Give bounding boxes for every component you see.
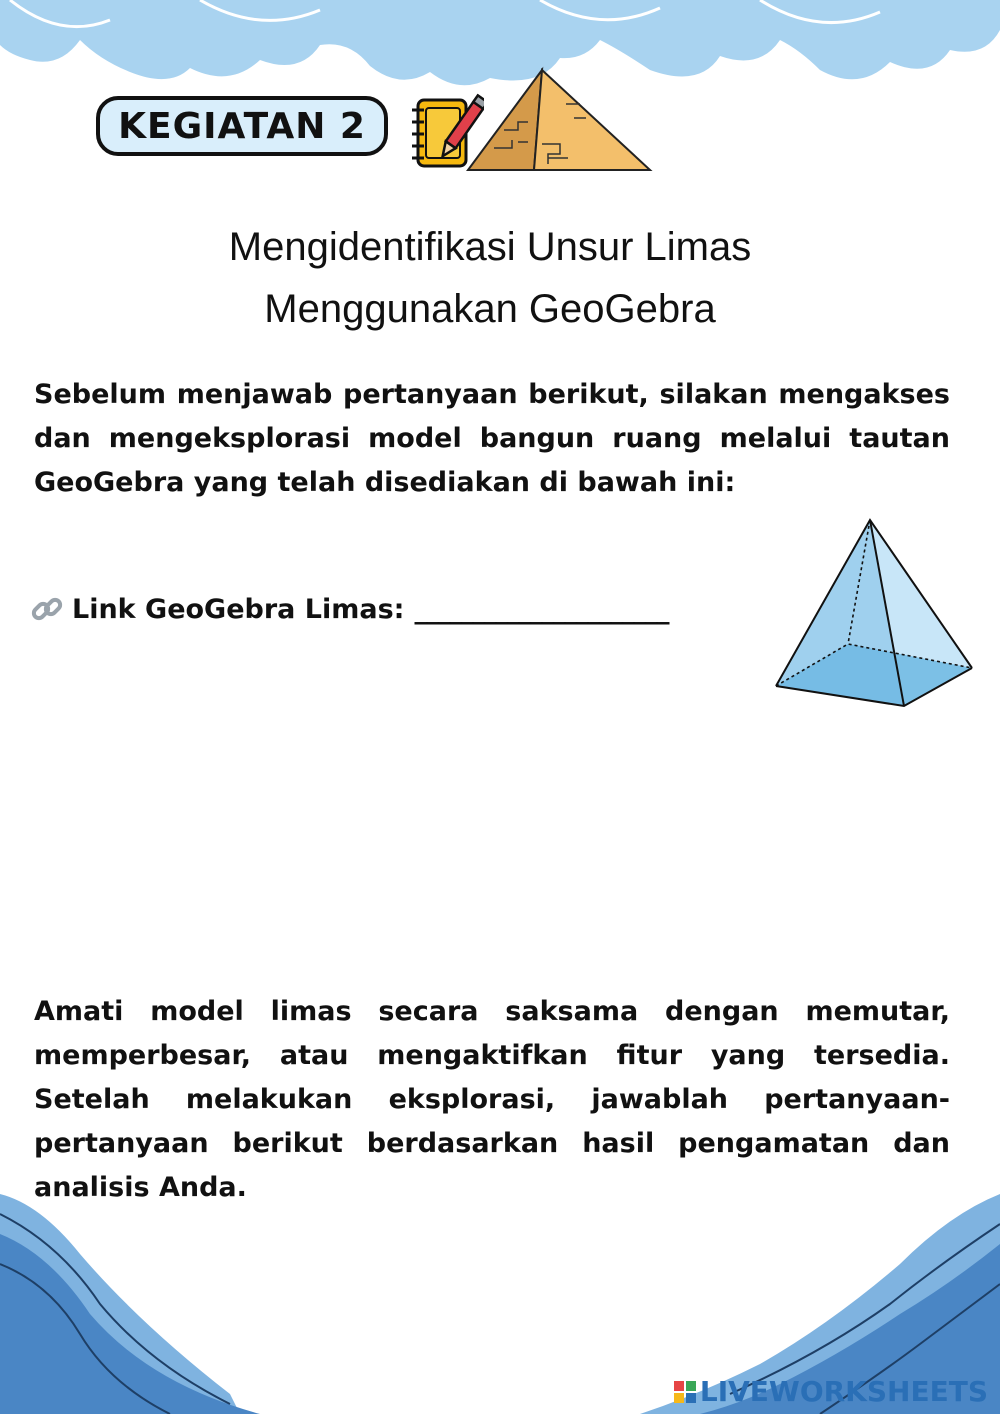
liveworksheets-brand	[674, 1375, 988, 1408]
geogebra-link-label: Link GeoGebra Limas:	[72, 593, 405, 625]
link-icon	[30, 592, 64, 626]
square-pyramid-diagram	[770, 512, 980, 712]
page-title	[0, 216, 1000, 340]
page-title-line-2: Menggunakan GeoGebra	[264, 287, 716, 331]
liveworksheets-logo-icon	[674, 1381, 696, 1403]
activity-badge-label: KEGIATAN 2	[118, 105, 366, 147]
liveworksheets-brand-text: LIVEWORKSHEETS	[699, 1375, 988, 1408]
geogebra-link-blank[interactable]: ______________________	[414, 593, 668, 625]
instruction-paragraph: Amati model limas secara saksama dengan memutar, memperbesar, atau mengaktifkan fitur yang tersedia. Setelah melakukan eksplorasi, jawablah pertanyaan-pertanyaan berikut berdasarkan hasil pengamatan dan analisis Anda.	[34, 996, 950, 1203]
intro-paragraph: Sebelum menjawab pertanyaan berikut, silakan mengakses dan mengeksplorasi model bangun ruang melalui tautan GeoGebra yang telah disediakan di bawah ini:	[34, 379, 950, 498]
geogebra-link-row	[30, 592, 667, 626]
stone-pyramid-illustration	[466, 66, 654, 174]
page-title-line-1: Mengidentifikasi Unsur Limas	[228, 225, 752, 269]
activity-badge	[96, 96, 388, 156]
